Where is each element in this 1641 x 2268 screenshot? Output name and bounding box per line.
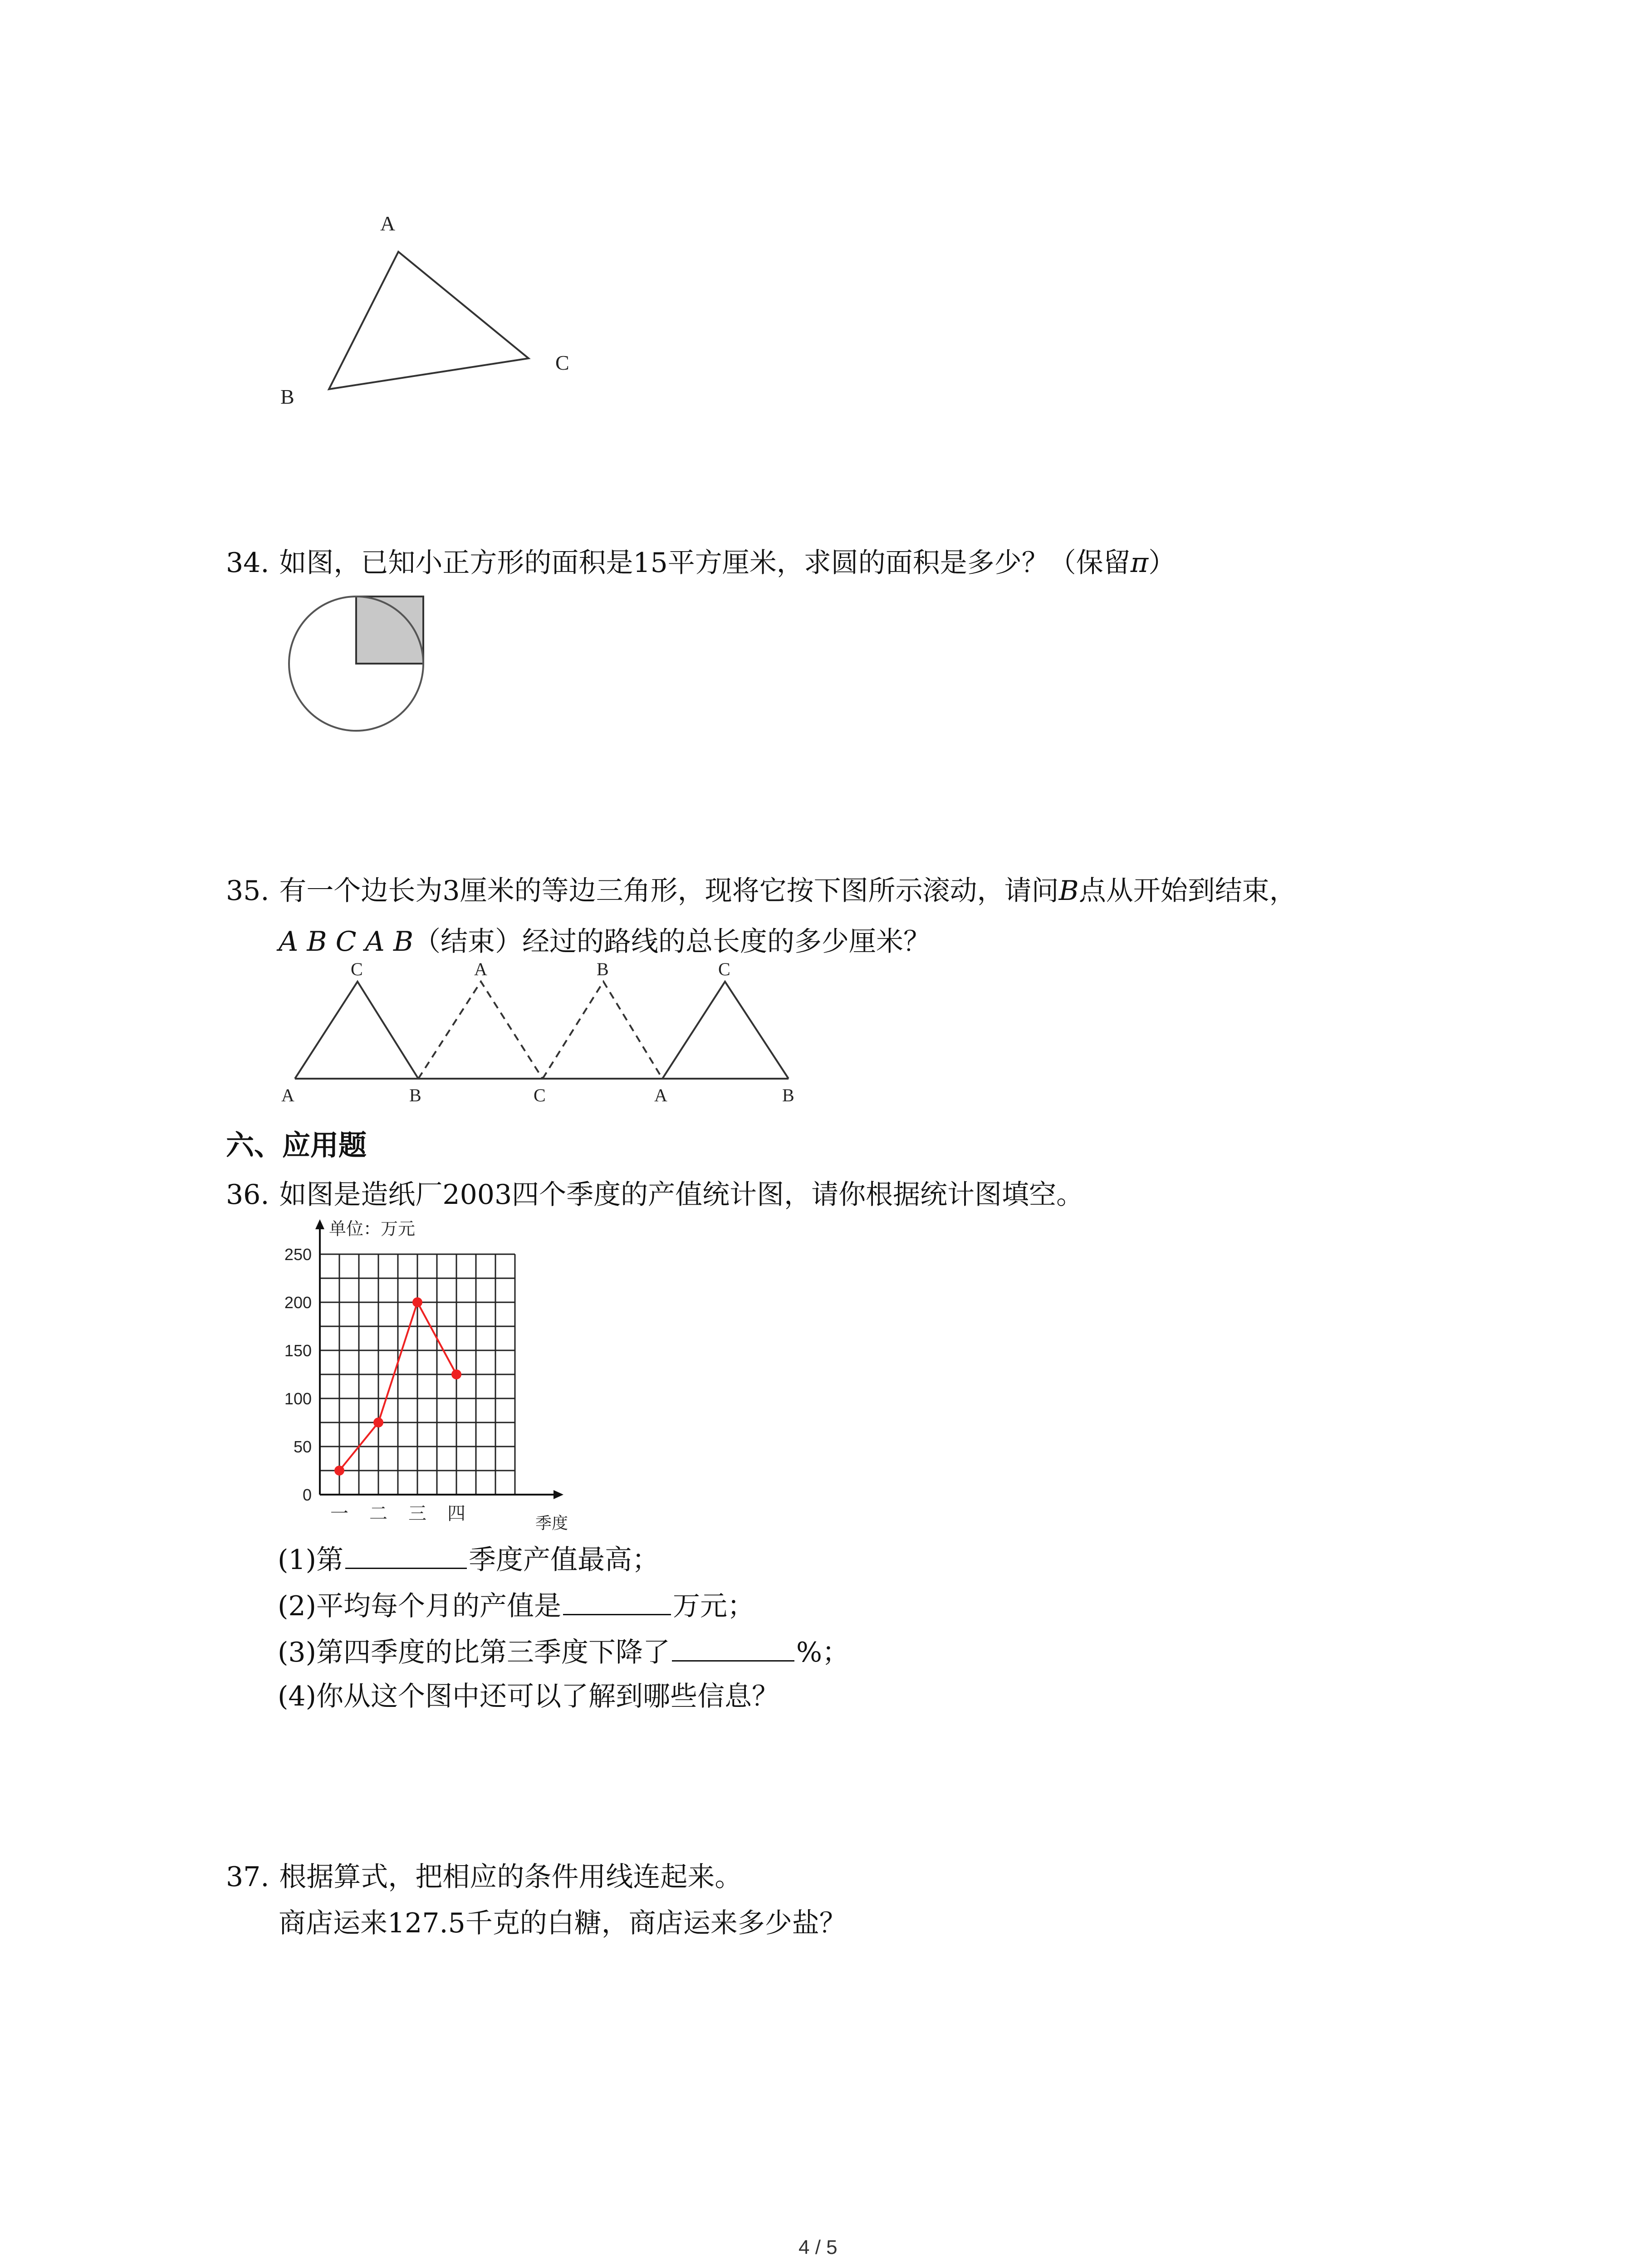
- question-text-cont: （结束）经过的路线的总长度的多少厘米？: [413, 926, 931, 958]
- top-label-c: C: [351, 959, 363, 979]
- bottom-label-c: C: [534, 1085, 546, 1105]
- x-tick-label: 二: [369, 1503, 387, 1524]
- question-35-line2: [279, 925, 931, 958]
- y-tick-label: 200: [284, 1293, 312, 1312]
- sub-question-text: (2)平均每个月的产值是: [278, 1590, 561, 1622]
- question-number: 37.: [226, 1861, 269, 1893]
- x-tick-label: 三: [408, 1503, 426, 1524]
- vertex-label-c: C: [555, 351, 569, 374]
- data-point: [412, 1297, 422, 1307]
- y-tick-label: 100: [284, 1389, 312, 1408]
- y-tick-label: 150: [284, 1341, 312, 1360]
- sub-question-text: (1)第: [278, 1544, 343, 1576]
- question-36: [226, 1178, 1083, 1211]
- bottom-label-a: A: [281, 1085, 294, 1105]
- pi-symbol: π: [1130, 547, 1149, 579]
- x-tick-label: 一: [330, 1503, 348, 1524]
- answer-blank[interactable]: [563, 1588, 671, 1615]
- y-axis-arrow: [315, 1219, 324, 1229]
- question-number: 36.: [226, 1179, 269, 1211]
- sub-question-1: [278, 1541, 659, 1576]
- question-text-cont: 点从开始到结束，: [1078, 875, 1297, 907]
- question-text: 根据算式，把相应的条件用线连起来。: [279, 1861, 742, 1893]
- question-35: [226, 875, 1297, 907]
- point-b-label: B: [1058, 875, 1079, 907]
- question-text-cont: 商店运来127.5千克的白糖，商店运来多少盐？: [279, 1907, 847, 1939]
- data-point: [373, 1418, 383, 1427]
- chart-ticks: [284, 1245, 465, 1524]
- question-text-end: ）: [1148, 547, 1176, 579]
- question-text: 如图是造纸厂2003四个季度的产值统计图，请你根据统计图填空。: [279, 1179, 1084, 1211]
- top-label-a: A: [474, 959, 487, 979]
- triangle-dashed-1: [418, 982, 543, 1079]
- rolling-triangles-figure: [272, 956, 817, 1110]
- bottom-label-a2: A: [654, 1085, 667, 1105]
- x-axis-arrow: [554, 1490, 563, 1499]
- sub-question-4: [278, 1680, 779, 1713]
- sub-question-text: (4)你从这个图中还可以了解到哪些信息？: [278, 1681, 779, 1712]
- sub-question-text-end: %；: [796, 1637, 850, 1668]
- bottom-label-b2: B: [782, 1085, 794, 1105]
- triangle-solid-1: [295, 982, 418, 1079]
- sub-question-text-end: 季度产值最高；: [469, 1544, 659, 1576]
- answer-blank[interactable]: [345, 1541, 467, 1569]
- question-34: [226, 547, 1176, 579]
- y-tick-label: 50: [293, 1437, 312, 1456]
- y-tick-label: 250: [284, 1245, 312, 1264]
- question-37: [226, 1861, 742, 1893]
- triangle-solid-2: [662, 982, 789, 1079]
- circle-square-figure: [281, 590, 431, 739]
- triangle-abc-figure: [254, 204, 599, 431]
- top-label-c2: C: [718, 959, 730, 979]
- question-number: 35.: [226, 875, 269, 907]
- small-square: [356, 596, 423, 664]
- sub-question-2: [278, 1588, 754, 1623]
- sub-question-3: [278, 1634, 849, 1669]
- data-point: [451, 1369, 461, 1379]
- x-axis-label: 季度: [535, 1514, 568, 1532]
- data-point: [334, 1466, 344, 1476]
- vertex-label-b: B: [280, 385, 294, 408]
- y-tick-label: 0: [302, 1486, 312, 1504]
- page-number: 4 / 5: [798, 2236, 838, 2258]
- production-line-chart: [268, 1216, 594, 1538]
- y-axis-label: 单位：万元: [329, 1220, 416, 1239]
- triangle-abc-shape: [329, 252, 529, 389]
- x-tick-label: 四: [447, 1503, 465, 1524]
- question-text: 有一个边长为3厘米的等边三角形，现将它按下图所示滚动，请问: [279, 875, 1059, 907]
- question-number: 34.: [226, 547, 269, 579]
- top-label-b: B: [597, 959, 609, 979]
- point-sequence: A B C A B: [279, 926, 414, 958]
- section-title: 六、应用题: [226, 1129, 367, 1162]
- vertex-label-a: A: [380, 212, 396, 235]
- question-37-line2: [279, 1907, 847, 1940]
- sub-question-text: (3)第四季度的比第三季度下降了: [278, 1637, 670, 1668]
- question-text: 如图，已知小正方形的面积是15平方厘米，求圆的面积是多少？（保留: [279, 547, 1131, 579]
- answer-blank[interactable]: [672, 1634, 794, 1662]
- sub-question-text-end: 万元；: [673, 1590, 754, 1622]
- triangle-dashed-2: [543, 982, 662, 1079]
- chart-axes: [315, 1219, 563, 1499]
- bottom-label-b: B: [409, 1085, 421, 1105]
